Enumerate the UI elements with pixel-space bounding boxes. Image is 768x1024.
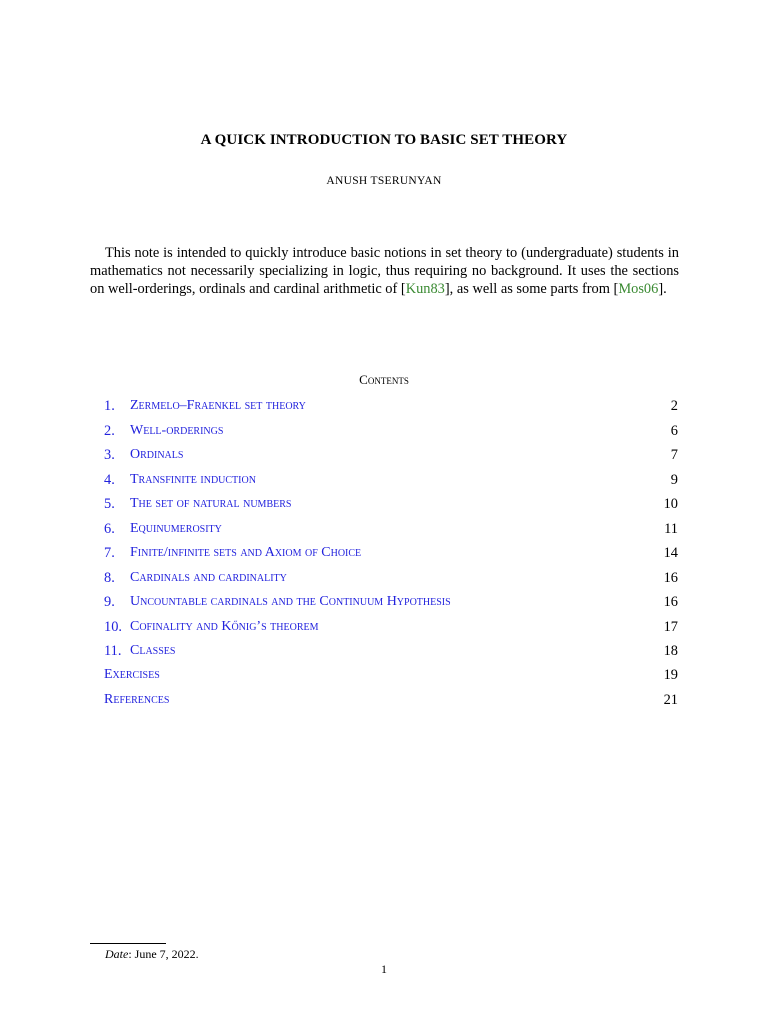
citation-link-kun83[interactable]: Kun83 xyxy=(405,281,445,297)
toc-entry[interactable] xyxy=(0,421,768,441)
author-name: ANUSH TSERUNYAN xyxy=(326,175,442,187)
toc-entry-number[interactable]: 4. xyxy=(104,472,115,488)
toc-entry-number[interactable]: 7. xyxy=(104,545,115,561)
toc-entry[interactable] xyxy=(0,690,768,710)
contents-heading: Contents xyxy=(359,372,409,387)
toc-entry-title[interactable]: Finite/infinite sets and Axiom of Choice xyxy=(130,545,362,560)
toc-entry[interactable] xyxy=(0,641,768,661)
toc-entry-number[interactable]: 3. xyxy=(104,447,115,463)
toc-entry-number[interactable]: 8. xyxy=(104,570,115,586)
toc-entry-page: 10 xyxy=(663,496,678,512)
toc-entry-number[interactable]: 5. xyxy=(104,496,115,512)
footnote-label: Date xyxy=(105,947,129,961)
toc-entry-page: 6 xyxy=(670,423,678,439)
toc-entry-page: 21 xyxy=(663,692,678,708)
toc-entry-number[interactable]: 2. xyxy=(104,423,115,439)
toc-entry-title[interactable]: Cofinality and Kőnig’s theorem xyxy=(130,619,319,634)
toc-entry[interactable] xyxy=(0,568,768,588)
paper-title: A QUICK INTRODUCTION TO BASIC SET THEORY xyxy=(200,132,568,148)
toc-entry-title[interactable]: The set of natural numbers xyxy=(130,496,292,511)
toc-entry-title[interactable]: Zermelo–Fraenkel set theory xyxy=(130,398,306,413)
toc-entry[interactable] xyxy=(0,617,768,637)
toc-entry-title[interactable]: Ordinals xyxy=(130,447,184,462)
toc-entry-title[interactable]: Classes xyxy=(130,643,176,658)
toc-entry-page: 2 xyxy=(670,398,678,414)
toc-entry-page: 11 xyxy=(664,521,678,537)
toc-entry-title[interactable]: Transfinite induction xyxy=(130,472,256,487)
toc-entry-page: 9 xyxy=(670,472,678,488)
footnote xyxy=(105,947,199,962)
abstract-paragraph xyxy=(90,244,679,298)
toc-entry[interactable] xyxy=(0,396,768,416)
toc-entry-number[interactable]: 1. xyxy=(104,398,115,414)
toc-entry[interactable] xyxy=(0,519,768,539)
abstract-text-2: ], as well as some parts from [ xyxy=(444,281,619,297)
toc-entry-number[interactable]: 6. xyxy=(104,521,115,537)
toc-entry[interactable] xyxy=(0,665,768,685)
toc-entry[interactable] xyxy=(0,592,768,612)
toc-entry-title[interactable]: Equinumerosity xyxy=(130,521,222,536)
page-number: 1 xyxy=(381,962,387,976)
toc-entry-page: 14 xyxy=(663,545,678,561)
toc-entry-page: 18 xyxy=(663,643,678,659)
toc-entry[interactable] xyxy=(0,445,768,465)
toc-entry-title[interactable]: References xyxy=(104,692,170,707)
toc-entry[interactable] xyxy=(0,543,768,563)
citation-link-mos06[interactable]: Mos06 xyxy=(618,281,659,297)
toc-entry-page: 17 xyxy=(663,619,678,635)
toc-entry[interactable] xyxy=(0,470,768,490)
toc-entry[interactable] xyxy=(0,494,768,514)
footnote-text: : June 7, 2022. xyxy=(128,947,199,961)
toc-entry-number[interactable]: 10. xyxy=(104,619,122,635)
toc-entry-title[interactable]: Cardinals and cardinality xyxy=(130,570,287,585)
abstract-text-3: ]. xyxy=(658,281,667,297)
abstract-text-1: This note is intended to quickly introduce basic notions in set theory to (undergraduate) students in mathematics not necessarily specializing in logic, thus requiring no background. It uses the sections on well-orderings, ordinals and cardinal arithmetic of [ xyxy=(90,245,679,297)
toc-entry-title[interactable]: Well-orderings xyxy=(130,423,224,438)
toc-entry-page: 16 xyxy=(663,570,678,586)
toc-entry-page: 19 xyxy=(663,667,678,683)
toc-entry-page: 16 xyxy=(663,594,678,610)
toc-entry-page: 7 xyxy=(670,447,678,463)
toc-entry-title[interactable]: Uncountable cardinals and the Continuum Hypothesis xyxy=(130,594,451,609)
toc-entry-number[interactable]: 9. xyxy=(104,594,115,610)
footnote-rule xyxy=(90,943,166,944)
toc-entry-number[interactable]: 11. xyxy=(104,643,122,659)
toc-entry-title[interactable]: Exercises xyxy=(104,667,160,682)
